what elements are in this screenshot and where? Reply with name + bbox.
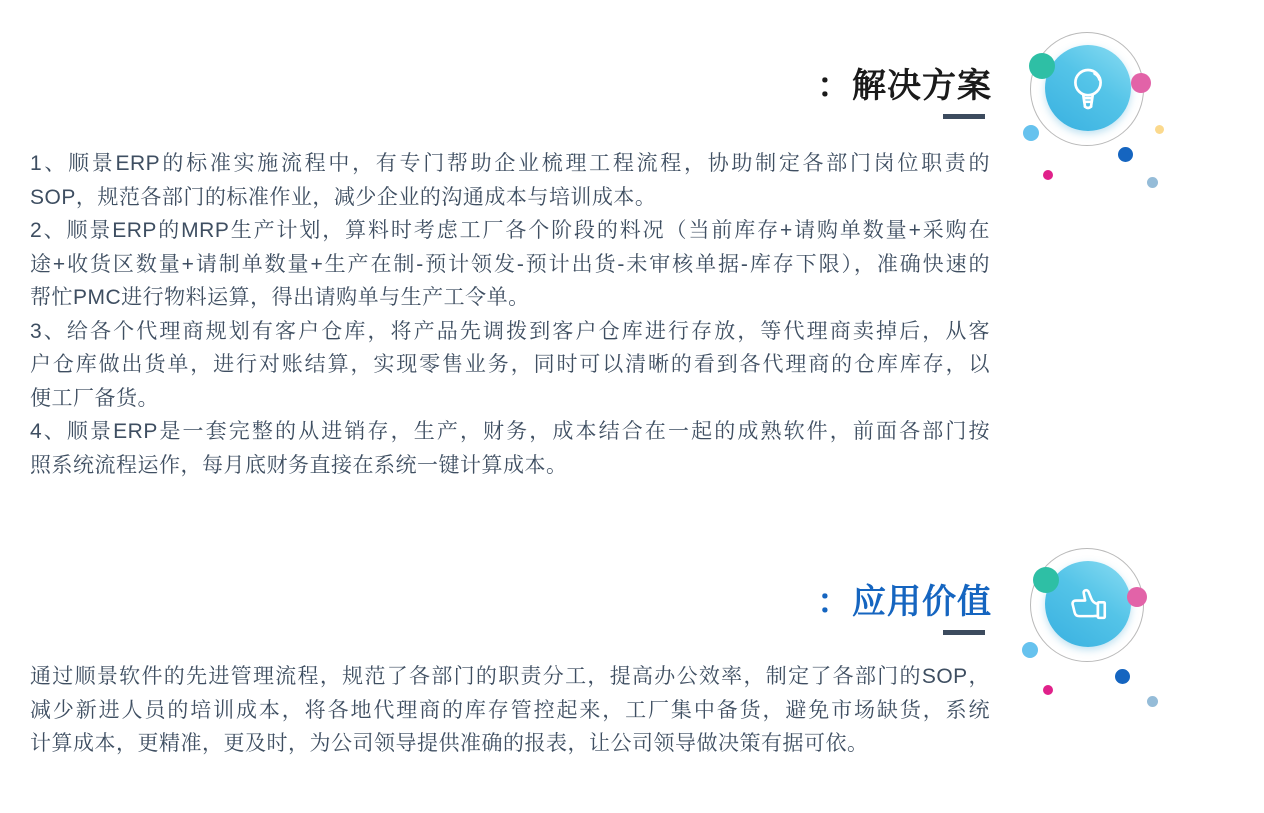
solution-section-title: 解决方案： [817,67,992,105]
paragraph-line: 1、顺景ERP的标准实施流程中，有专门帮助企业梳理工程流程，协助制定各部门岗位职责的 [30,152,990,175]
decorative-dot-teal [1033,567,1059,593]
paragraph-line: 途+收货区数量+请制单数量+生产在制-预计领发-预计出货-未审核单据-库存下限），准确快速的 [30,252,990,276]
solution-title-underline [943,114,985,119]
paragraph-line: SOP，规范各部门的标准作业，减少企业的沟通成本与培训成本。 [30,185,657,209]
decorative-dot-magenta [1043,170,1053,180]
decorative-dot-pink [1131,73,1151,93]
paragraph-line: 3、给各个代理商规划有客户仓库，将产品先调拨到客户仓库进行存放，等代理商卖掉后，从客 [30,319,990,343]
paragraph-line: 计算成本，更精准，更及时，为公司领导提供准确的报表，让公司领导做决策有据可依。 [30,732,869,755]
decorative-dot-steel-blue [1147,177,1158,188]
paragraph-line: 照系统流程运作，每月底财务直接在系统一键计算成本。 [30,453,568,477]
paragraph-line: 便工厂备货。 [30,386,159,410]
value-paragraph [30,660,990,761]
paragraph-line: 4、顺景ERP是一套完整的从进销存，生产，财务，成本结合在一起的成熟软件，前面各部门按 [30,420,990,443]
paragraph-line: 2、顺景ERP的MRP生产计划，算料时考虑工厂各个阶段的料况（当前库存+请购单数量+采购在 [30,219,990,242]
paragraph-line: 减少新进人员的培训成本，将各地代理商的库存管控起来，工厂集中备货，避免市场缺货，系统 [30,698,990,722]
decorative-dot-steel-blue [1147,696,1158,707]
decorative-dot-pink [1127,587,1147,607]
solution-icon-cluster [1008,32,1168,192]
decorative-dot-dark-blue [1118,147,1133,162]
value-title-underline [943,630,985,635]
value-icon-cluster [1008,548,1168,708]
paragraph-line: 帮忙PMC进行物料运算，得出请购单与生产工令单。 [30,286,530,309]
decorative-dot-dark-blue [1115,669,1130,684]
decorative-dot-yellow [1155,125,1164,134]
value-section-title: 应用价值： [817,583,992,621]
paragraph-line: 通过顺景软件的先进管理流程，规范了各部门的职责分工，提高办公效率，制定了各部门的SOP， [30,665,990,688]
decorative-dot-magenta [1043,685,1053,695]
paragraph-line: 户仓库做出货单，进行对账结算，实现零售业务，同时可以清晰的看到各代理商的仓库库存，以 [30,353,990,376]
decorative-dot-teal [1029,53,1055,79]
decorative-dot-light-blue [1023,125,1039,141]
decorative-dot-light-blue [1022,642,1038,658]
lightbulb-icon [1045,45,1131,131]
solution-paragraph [30,147,990,482]
